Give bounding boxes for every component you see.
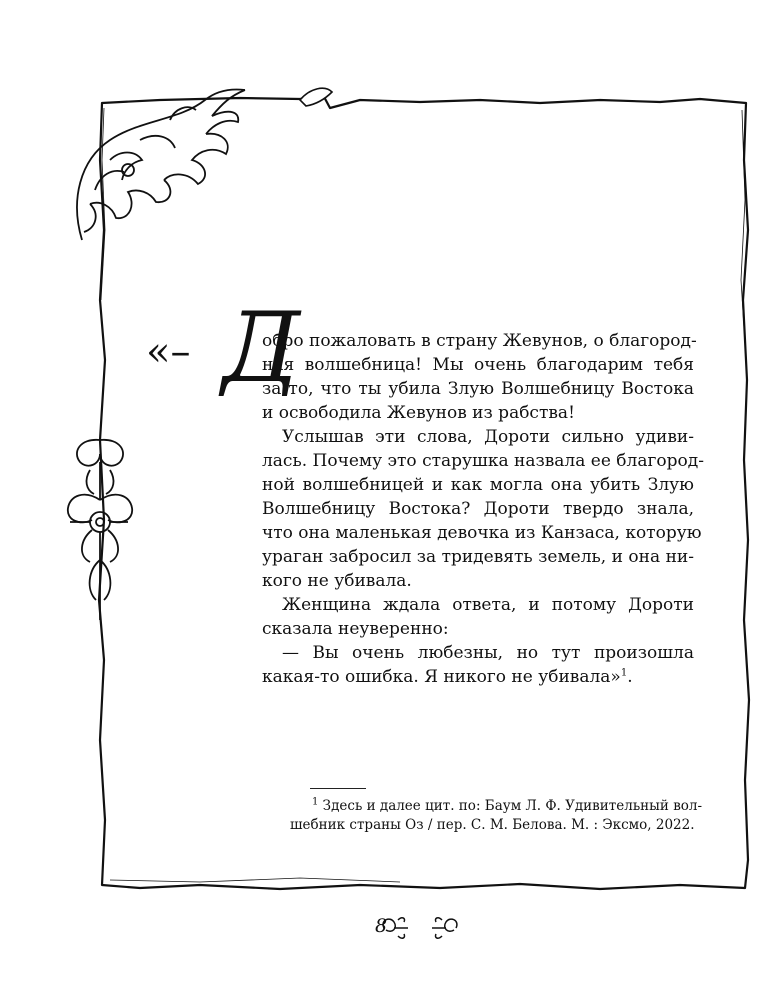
footnote-text-1: Здесь и далее цит. по: Баум Л. Ф. Удивительный вол-	[322, 798, 703, 814]
footnote-reference[interactable]: 1	[620, 667, 628, 679]
text-line: сказала неуверенно:	[262, 619, 449, 639]
drop-cap: Д	[222, 292, 301, 404]
text-line: кого не убивала.	[262, 571, 412, 591]
footnote-rule	[310, 788, 366, 789]
side-ornament	[68, 440, 132, 620]
text-line: — Вы очень любезны, но тут произошла	[282, 643, 694, 663]
text-line: ной волшебницей и как могла она убить Злую	[262, 475, 694, 495]
text-line: за то, что ты убила Злую Волшебницу Востока	[262, 379, 694, 399]
text-line: Услышав эти слова, Дороти сильно удиви-	[282, 427, 694, 447]
footnote-line-2: шебник страны Оз / пер. С. М. Белова. М. : Эксмо, 2022.	[290, 817, 695, 833]
text-line-last-text: какая-то ошибка. Я никого не убивала»	[262, 667, 621, 687]
text-line: Женщина ждала ответа, и потому Дороти	[282, 595, 694, 615]
text-line: ная волшебница! Мы очень благодарим тебя	[262, 355, 694, 375]
footnote-marker: 1	[312, 796, 319, 808]
page-number: 8	[374, 915, 388, 937]
text-line: и освободила Жевунов из рабства!	[262, 403, 575, 423]
opening-quote: «–	[146, 329, 191, 375]
text-line: что она маленькая девочка из Канзаса, которую	[262, 523, 702, 543]
text-lines	[146, 0, 704, 1000]
text-line: ураган забросил за тридевять земель, и она ни-	[262, 547, 694, 567]
text-line-last: какая-то ошибка. Я никого не убивала»$^1$.	[262, 667, 633, 687]
text-line: обро пожаловать в страну Жевунов, о благород-	[262, 331, 697, 351]
text-line: лась. Почему это старушка назвала ее благород-	[262, 451, 704, 471]
footnote-line-1	[312, 797, 702, 815]
text-line: Волшебницу Востока? Дороти твердо знала,	[262, 499, 694, 519]
